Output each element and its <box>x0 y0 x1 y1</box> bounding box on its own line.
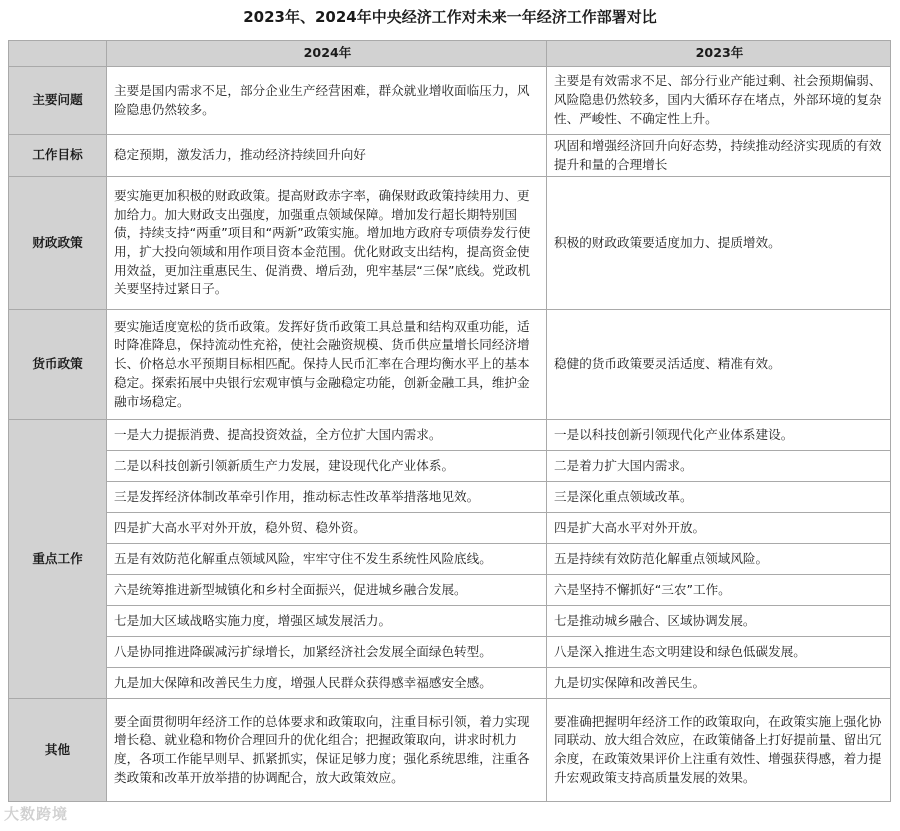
cell-2024: 三是发挥经济体制改革牵引作用，推动标志性改革举措落地见效。 <box>107 482 547 513</box>
watermark-logo <box>4 804 68 824</box>
cell-2023: 巩固和增强经济回升向好态势，持续推动经济实现质的有效提升和量的合理增长 <box>547 135 891 177</box>
category-cell: 货币政策 <box>9 310 107 420</box>
cell-2023: 四是扩大高水平对外开放。 <box>547 513 891 544</box>
row-key-work <box>9 668 891 699</box>
cell-2023: 九是切实保障和改善民生。 <box>547 668 891 699</box>
page-title: 2023年、2024年中央经济工作对未来一年经济工作部署对比 <box>243 8 657 26</box>
row-main-problems <box>9 67 891 135</box>
comparison-table <box>8 40 891 802</box>
category-cell: 重点工作 <box>9 420 107 699</box>
row-key-work <box>9 575 891 606</box>
cell-2024: 六是统筹推进新型城镇化和乡村全面振兴，促进城乡融合发展。 <box>107 575 547 606</box>
cell-2023: 一是以科技创新引领现代化产业体系建设。 <box>547 420 891 451</box>
cell-2024: 要实施适度宽松的货币政策。发挥好货币政策工具总量和结构双重功能，适时降准降息，保持流动性充裕，使社会融资规模、货币供应量增长同经济增长、价格总水平预期目标相匹配。保持人民币汇率在合理均衡水平上的基本稳定。探索拓展中央银行宏观审慎与金融稳定功能，创新金融工具，维护金融市场稳定。 <box>107 310 547 420</box>
cell-2023: 要准确把握明年经济工作的政策取向，在政策实施上强化协同联动、放大组合效应，在政策储备上打好提前量、留出冗余度，在政策效果评价上注重有效性、增强获得感，着力提升宏观政策支持高质量发展的效果。 <box>547 699 891 802</box>
cell-2024: 八是协同推进降碳减污扩绿增长，加紧经济社会发展全面绿色转型。 <box>107 637 547 668</box>
cell-2024: 五是有效防范化解重点领域风险，牢牢守住不发生系统性风险底线。 <box>107 544 547 575</box>
cell-2024: 要全面贯彻明年经济工作的总体要求和政策取向，注重目标引领，着力实现增长稳、就业稳和物价合理回升的优化组合；把握政策取向，讲求时机力度，各项工作能早则早、抓紧抓实，保证足够力度；强化系统思维，注重各类政策和改革开放举措的协调配合，放大政策效应。 <box>107 699 547 802</box>
category-cell: 财政政策 <box>9 177 107 310</box>
row-key-work <box>9 513 891 544</box>
cell-2023: 积极的财政政策要适度加力、提质增效。 <box>547 177 891 310</box>
cell-2024: 要实施更加积极的财政政策。提高财政赤字率，确保财政政策持续用力、更加给力。加大财政支出强度，加强重点领域保障。增加发行超长期特别国债，持续支持“两重”项目和“两新”政策实施。增加地方政府专项债券发行使用，扩大投向领域和用作项目资本金范围。优化财政支出结构，提高资金使用效益，更加注重惠民生、促消费、增后劲，兜牢基层“三保”底线。党政机关要坚持过紧日子。 <box>107 177 547 310</box>
cell-2023: 七是推动城乡融合、区域协调发展。 <box>547 606 891 637</box>
row-monetary-policy <box>9 310 891 420</box>
cell-2024: 九是加大保障和改善民生力度，增强人民群众获得感幸福感安全感。 <box>107 668 547 699</box>
row-fiscal-policy <box>9 177 891 310</box>
cell-2023: 主要是有效需求不足、部分行业产能过剩、社会预期偏弱、风险隐患仍然较多，国内大循环存在堵点，外部环境的复杂性、严峻性、不确定性上升。 <box>547 67 891 135</box>
cell-2024: 一是大力提振消费、提高投资效益，全方位扩大国内需求。 <box>107 420 547 451</box>
category-cell: 其他 <box>9 699 107 802</box>
row-key-work <box>9 544 891 575</box>
cell-2024: 七是加大区域战略实施力度，增强区域发展活力。 <box>107 606 547 637</box>
header-2024: 2024年 <box>107 41 547 67</box>
row-work-goals <box>9 135 891 177</box>
watermark-text: 大数跨境 <box>4 805 69 823</box>
cell-2024: 二是以科技创新引领新质生产力发展，建设现代化产业体系。 <box>107 451 547 482</box>
row-other <box>9 699 891 802</box>
cell-2023: 二是着力扩大国内需求。 <box>547 451 891 482</box>
cell-2023: 八是深入推进生态文明建设和绿色低碳发展。 <box>547 637 891 668</box>
row-key-work <box>9 606 891 637</box>
row-key-work <box>9 482 891 513</box>
category-cell: 主要问题 <box>9 67 107 135</box>
cell-2024: 主要是国内需求不足，部分企业生产经营困难，群众就业增收面临压力，风险隐患仍然较多。 <box>107 67 547 135</box>
row-key-work <box>9 637 891 668</box>
cell-2024: 四是扩大高水平对外开放，稳外贸、稳外资。 <box>107 513 547 544</box>
cell-2023: 五是持续有效防范化解重点领域风险。 <box>547 544 891 575</box>
cell-2023: 三是深化重点领域改革。 <box>547 482 891 513</box>
cell-2024: 稳定预期，激发活力，推动经济持续回升向好 <box>107 135 547 177</box>
row-key-work <box>9 420 891 451</box>
table-header-row <box>9 41 891 67</box>
cell-2023: 稳健的货币政策要灵活适度、精准有效。 <box>547 310 891 420</box>
cell-2023: 六是坚持不懈抓好“三农”工作。 <box>547 575 891 606</box>
header-corner-cell <box>9 41 107 67</box>
row-key-work <box>9 451 891 482</box>
category-cell: 工作目标 <box>9 135 107 177</box>
header-2023: 2023年 <box>547 41 891 67</box>
